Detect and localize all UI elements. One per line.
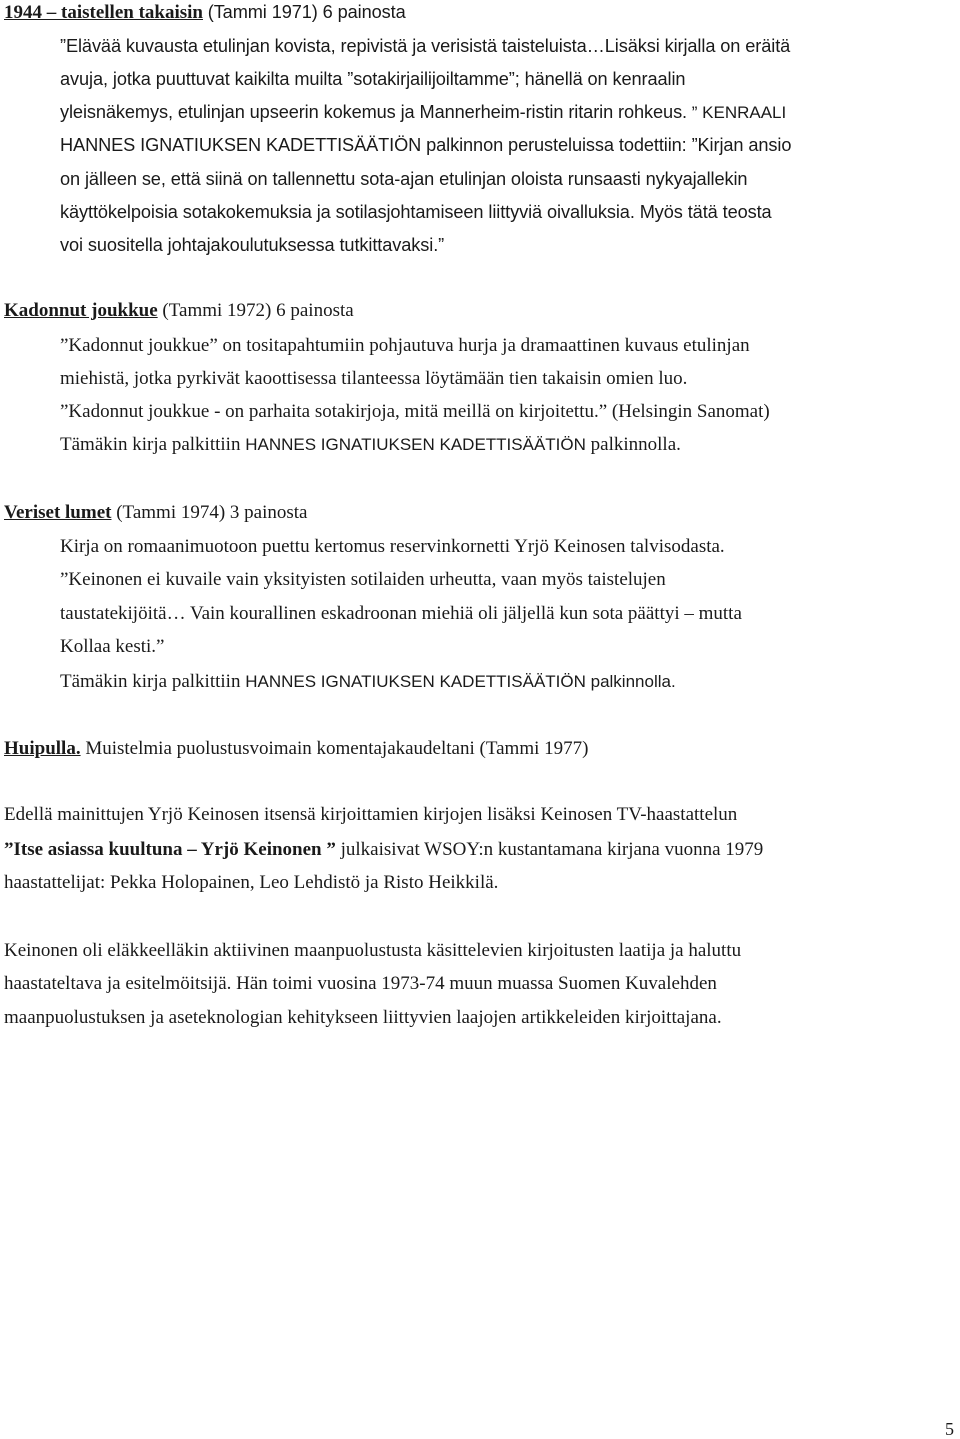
text-line: [60, 433, 681, 457]
text-line: käyttökelpoisia sotakokemuksia ja sotilasjohtamiseen liittyviä oivalluksia. Myös tätä teosta: [60, 202, 772, 222]
book-meta: (Tammi 1971) 6 painosta: [207, 2, 406, 22]
text-line: voi suositella johtajakoulutuksessa tutkittavaksi.”: [60, 235, 445, 255]
text-line: taustatekijöitä… Vain kourallinen eskadroonan miehiä oli jäljellä kun sota päättyi – mutta: [60, 603, 742, 624]
text-segment: palkinnolla.: [590, 434, 681, 455]
text-line: HANNES IGNATIUKSEN KADETTISÄÄTIÖN palkinnon perusteluissa todettiin: ”Kirjan ansio: [60, 135, 792, 155]
text-segment: Tämäkin kirja palkittiin: [60, 434, 241, 455]
text-line: ”Keinonen ei kuvaile vain yksityisten sotilaiden urheutta, vaan myös taistelujen: [60, 569, 666, 590]
text-line: ”Elävää kuvausta etulinjan kovista, repivistä ja verisistä taisteluista…Lisäksi kirjalla on eräitä: [60, 36, 791, 56]
text-line: ”Kadonnut joukkue” on tositapahtumiin pohjautuva hurja ja dramaattinen kuvaus etulinjan: [60, 335, 750, 356]
text-line: avuja, jotka puuttuvat kaikilta muilta ”sotakirjailijoiltamme”; hänellä on kenraalin: [60, 69, 686, 89]
text-segment: Tämäkin kirja palkittiin: [60, 671, 241, 692]
text-line: [4, 838, 763, 862]
book-heading-veriset-lumet: [4, 501, 308, 525]
book-title: Huipulla.: [4, 738, 81, 759]
text-line: maanpuolustuksen ja aseteknologian kehitykseen liittyvien laajojen artikkeleiden kirjoittajana.: [4, 1007, 722, 1028]
book-title: Veriset lumet: [4, 502, 112, 523]
text-line: Keinonen oli eläkkeelläkin aktiivinen maanpuolustusta käsittelevien kirjoitusten laatija ja haluttu: [4, 940, 742, 961]
text-segment: HANNES IGNATIUKSEN KADETTISÄÄTIÖN palkinnolla.: [245, 672, 676, 691]
text-segment: yleisnäkemys, etulinjan upseerin kokemus ja Mannerheim-ristin ritarin rohkeus.: [60, 102, 688, 122]
page-number: 5: [945, 1419, 954, 1439]
text-line: on jälleen se, että siinä on tallennettu sota-ajan etulinjan oloista runsaasti nykyajallekin: [60, 169, 748, 189]
book-heading-huipulla: [4, 737, 588, 761]
book-title: Kadonnut joukkue: [4, 300, 158, 321]
book-title: 1944 – taistellen takaisin: [4, 2, 203, 23]
book-heading-kadonnut-joukkue: [4, 299, 354, 323]
text-line: haastattelijat: Pekka Holopainen, Leo Lehdistö ja Risto Heikkilä.: [4, 872, 499, 893]
text-line: [60, 100, 786, 124]
text-line: Kirja on romaanimuotoon puettu kertomus reservinkornetti Yrjö Keinosen talvisodasta.: [60, 536, 725, 557]
text-line: [60, 670, 676, 694]
text-segment: HANNES IGNATIUKSEN KADETTISÄÄTIÖN: [245, 435, 586, 454]
book-heading-1944: [4, 0, 406, 24]
text-segment: ” KENRAALI: [691, 103, 787, 122]
text-line: Kollaa kesti.”: [60, 636, 165, 657]
text-line: ”Kadonnut joukkue - on parhaita sotakirjoja, mitä meillä on kirjoitettu.” (Helsingin Sanomat): [60, 401, 770, 422]
book-meta: (Tammi 1972) 6 painosta: [162, 300, 354, 321]
interview-title: ”Itse asiassa kuultuna – Yrjö Keinonen ”: [4, 839, 336, 860]
book-meta: Muistelmia puolustusvoimain komentajakaudeltani (Tammi 1977): [85, 738, 589, 759]
text-line: haastateltava ja esitelmöitsijä. Hän toimi vuosina 1973-74 muun muassa Suomen Kuvalehden: [4, 973, 717, 994]
text-line: Edellä mainittujen Yrjö Keinosen itsensä kirjoittamien kirjojen lisäksi Keinosen TV-haastattelun: [4, 804, 738, 825]
book-meta: (Tammi 1974) 3 painosta: [116, 502, 308, 523]
text-line: miehistä, jotka pyrkivät kaoottisessa tilanteessa löytämään tien takaisin omien luo.: [60, 368, 688, 389]
text-segment: julkaisivat WSOY:n kustantamana kirjana vuonna 1979: [340, 839, 764, 860]
